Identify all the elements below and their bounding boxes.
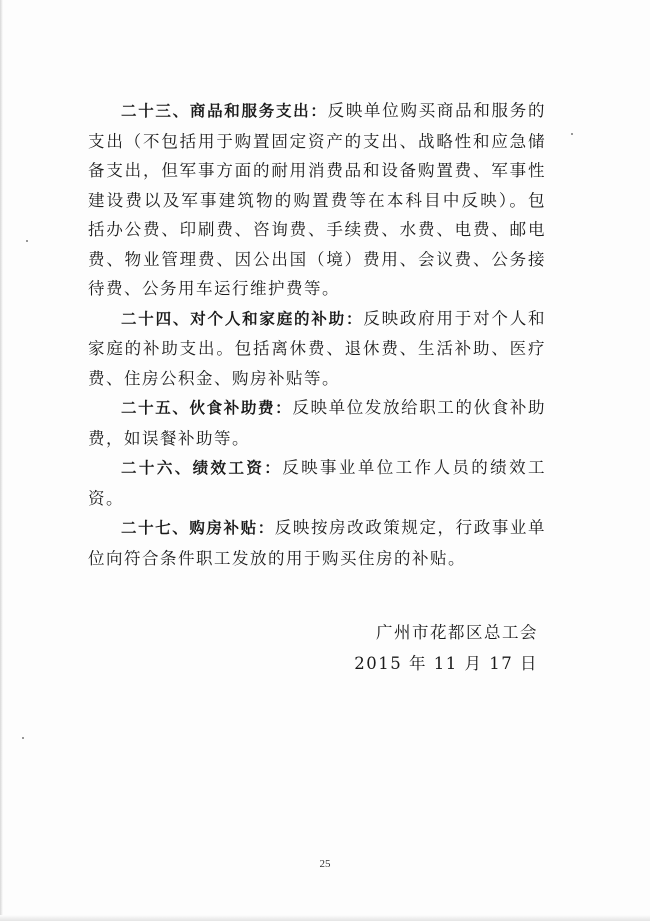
signature-block (354, 618, 538, 678)
paragraph-heading: 二十四、对个人和家庭的补助： (121, 309, 364, 328)
document-body (88, 96, 546, 573)
signature-date: 2015 年 11 月 17 日 (354, 654, 538, 673)
paragraph-heading: 二十三、商品和服务支出： (121, 102, 328, 120)
paragraph-item-25 (88, 393, 546, 453)
scan-speck (22, 737, 24, 739)
paragraph-text: 反映按房改政策规定，行政事业单位向符合条件职工发放的用于购买住房的补贴。 (88, 518, 546, 568)
scan-speck (571, 133, 573, 135)
paragraph-text: 反映事业单位工作人员的绩效工资。 (88, 458, 546, 508)
paragraph-text: 反映政府用于对个人和家庭的补助支出。包括离休费、退休费、生活补助、医疗费、住房公积金、购房补贴等。 (88, 308, 546, 388)
page-number: 25 (319, 858, 331, 870)
paragraph-item-24 (88, 304, 546, 394)
paragraph-item-27 (88, 513, 546, 573)
paragraph-text: 反映单位购买商品和服务的支出（不包括用于购置固定资产的支出、战略性和应急储备支出，但军事方面的耐用消费品和设备购置费、军事性建设费以及军事建筑物的购置费等在本科目中反映）。包括办公费、印刷费、咨询费、手续费、水费、电费、邮电费、物业管理费、因公出国（境）费用、会议费、公务接待费、公务用车运行维护费等。 (88, 101, 546, 298)
scan-bottom-shadow (0, 915, 650, 921)
paragraph-text: 反映单位发放给职工的伙食补助费，如误餐补助等。 (88, 398, 546, 448)
paragraph-heading: 二十五、伙食补助费： (121, 399, 293, 417)
paragraph-heading: 二十六、绩效工资： (121, 459, 283, 477)
scan-speck (26, 240, 28, 242)
paragraph-item-26 (88, 453, 546, 513)
paragraph-heading: 二十七、购房补贴： (121, 519, 275, 537)
scan-edge-shadow (0, 0, 3, 921)
signature-organization: 广州市花都区总工会 (376, 623, 538, 642)
paragraph-item-23 (88, 96, 546, 304)
